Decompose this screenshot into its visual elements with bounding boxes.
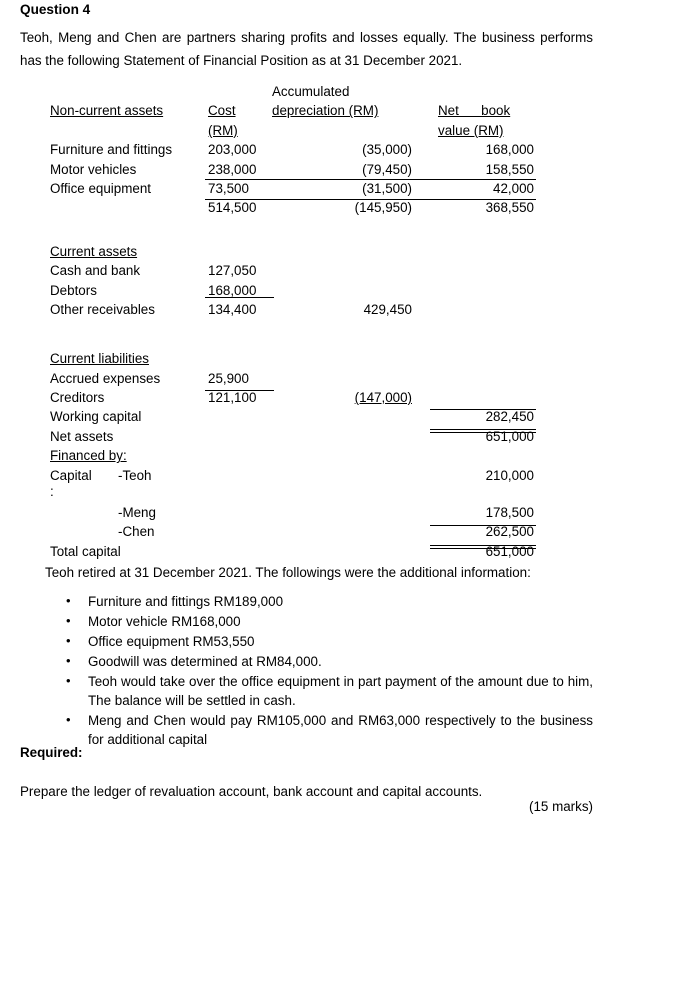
list-item-text: Meng and Chen would pay RM105,000 and RM63,000 respectively to the business for additional capital bbox=[88, 713, 593, 748]
row-net-book: 651,000 bbox=[485, 428, 534, 444]
net-assets-double-rule bbox=[430, 429, 536, 433]
total-capital-double-rule bbox=[430, 545, 536, 549]
header-cost: Cost bbox=[208, 103, 236, 119]
capital-colon-row bbox=[0, 485, 699, 503]
row-total: 429,450 bbox=[363, 301, 412, 317]
bullet-icon: • bbox=[66, 673, 71, 689]
label-capital-colon: : bbox=[50, 484, 54, 500]
header-accumulated: Accumulated bbox=[272, 84, 350, 99]
subtotal-rule-top bbox=[205, 179, 536, 180]
table-header-row bbox=[0, 82, 699, 101]
intro-paragraph: Teoh, Meng and Chen are partners sharing profits and losses equally. The business performs has the following Statement of Financial Position as at 31 December 2021. bbox=[20, 30, 593, 69]
row-label: Motor vehicles bbox=[50, 161, 137, 177]
section-heading-row bbox=[0, 242, 699, 261]
row-label: Debtors bbox=[50, 282, 97, 298]
net-assets-rule-top bbox=[430, 409, 536, 410]
list-item bbox=[0, 612, 699, 631]
header-accumulated-depreciation: depreciation (RM) bbox=[272, 103, 379, 119]
table-row bbox=[0, 261, 699, 280]
row-label: -Chen bbox=[118, 524, 155, 540]
row-label: Working capital bbox=[50, 409, 142, 425]
marks-label: (15 marks) bbox=[529, 799, 593, 814]
row-cost: 238,000 bbox=[208, 161, 257, 177]
table-row bbox=[0, 140, 699, 159]
table-row bbox=[0, 281, 699, 300]
row-depreciation: (31,500) bbox=[362, 180, 412, 196]
list-item bbox=[0, 592, 699, 611]
table-header-row bbox=[0, 121, 699, 140]
list-item bbox=[0, 711, 699, 749]
table-row bbox=[0, 466, 699, 485]
row-cost: 121,100 bbox=[208, 390, 257, 406]
spacer bbox=[0, 319, 699, 349]
table-row bbox=[0, 369, 699, 388]
list-item bbox=[0, 632, 699, 651]
header-net-book: Net book bbox=[438, 103, 511, 119]
list-item-text: Office equipment RM53,550 bbox=[88, 634, 255, 650]
table-row bbox=[0, 522, 699, 541]
row-net-book: 158,550 bbox=[485, 161, 534, 177]
total-cost: 514,500 bbox=[208, 200, 257, 216]
row-label: Cash and bank bbox=[50, 263, 141, 279]
statement-of-financial-position bbox=[0, 82, 699, 561]
list-item-text: Goodwill was determined at RM84,000. bbox=[88, 654, 322, 670]
table-row bbox=[0, 300, 699, 319]
table-row bbox=[0, 160, 699, 179]
table-total-row bbox=[0, 542, 699, 561]
table-row bbox=[0, 179, 699, 198]
row-label: Creditors bbox=[50, 390, 105, 406]
total-capital-rule-top bbox=[430, 525, 536, 526]
list-item-text: Furniture and fittings RM189,000 bbox=[88, 594, 284, 609]
bullet-icon: • bbox=[66, 653, 71, 669]
row-amount: 651,000 bbox=[485, 543, 534, 559]
list-item-text: Motor vehicle RM168,000 bbox=[88, 614, 241, 630]
label-capital: Capital bbox=[50, 467, 92, 483]
current-liabilities-rule bbox=[205, 390, 274, 391]
table-header-row bbox=[0, 101, 699, 120]
row-label: Other receivables bbox=[50, 301, 155, 317]
bullet-icon: • bbox=[66, 593, 71, 608]
heading-current-liabilities: Current liabilities bbox=[50, 351, 149, 367]
section-heading-row bbox=[0, 446, 699, 465]
bullet-icon: • bbox=[66, 633, 71, 649]
row-cost: 127,050 bbox=[208, 263, 257, 279]
row-cost: 203,000 bbox=[208, 142, 257, 158]
row-label: Total capital bbox=[50, 543, 121, 559]
row-net-book: 42,000 bbox=[493, 180, 534, 196]
row-amount: 210,000 bbox=[485, 467, 534, 483]
row-depreciation: (79,450) bbox=[362, 161, 412, 177]
heading-financed-by: Financed by: bbox=[50, 448, 127, 464]
bullet-icon: • bbox=[66, 712, 71, 728]
list-item-text: Teoh would take over the office equipment in part payment of the amount due to him, The balance will be settled in cash. bbox=[88, 674, 593, 709]
subtotal-rule-bottom bbox=[205, 199, 536, 200]
required-text: Prepare the ledger of revaluation account, bank account and capital accounts. bbox=[20, 784, 483, 799]
row-label: Accrued expenses bbox=[50, 370, 161, 386]
additional-information-list bbox=[0, 592, 699, 750]
current-assets-rule bbox=[205, 297, 274, 298]
row-cost: 73,500 bbox=[208, 180, 249, 196]
header-cost-rm: (RM) bbox=[208, 122, 238, 138]
row-depreciation: (35,000) bbox=[362, 142, 412, 158]
required-heading: Required: bbox=[20, 745, 83, 760]
row-amount: 178,500 bbox=[485, 505, 534, 521]
table-total-row bbox=[0, 427, 699, 446]
header-non-current-assets: Non-current assets bbox=[50, 103, 164, 119]
section-heading-row bbox=[0, 349, 699, 368]
bullet-icon: • bbox=[66, 613, 71, 629]
total-depreciation: (145,950) bbox=[354, 200, 412, 216]
table-row bbox=[0, 407, 699, 426]
row-net-book: 168,000 bbox=[485, 142, 534, 158]
row-label: -Teoh bbox=[118, 467, 152, 483]
row-net-book: 282,450 bbox=[485, 409, 534, 425]
row-total: (147,000) bbox=[354, 390, 412, 406]
table-row bbox=[0, 388, 699, 407]
row-cost: 25,900 bbox=[208, 370, 249, 386]
heading-current-assets: Current assets bbox=[50, 243, 138, 259]
list-item bbox=[0, 672, 699, 710]
row-label: Office equipment bbox=[50, 180, 151, 196]
table-total-row bbox=[0, 198, 699, 217]
table-row bbox=[0, 503, 699, 522]
retirement-paragraph: Teoh retired at 31 December 2021. The followings were the additional information: bbox=[45, 565, 531, 580]
row-amount: 262,500 bbox=[485, 524, 534, 540]
spacer bbox=[0, 218, 699, 242]
total-net-book: 368,550 bbox=[485, 200, 534, 216]
row-label: Furniture and fittings bbox=[50, 142, 173, 158]
page-title: Question 4 bbox=[20, 2, 91, 17]
row-cost: 168,000 bbox=[208, 282, 257, 298]
row-cost: 134,400 bbox=[208, 301, 257, 317]
list-item bbox=[0, 652, 699, 671]
row-label: -Meng bbox=[118, 505, 156, 521]
row-label: Net assets bbox=[50, 428, 114, 444]
header-value-rm: value (RM) bbox=[438, 122, 504, 138]
